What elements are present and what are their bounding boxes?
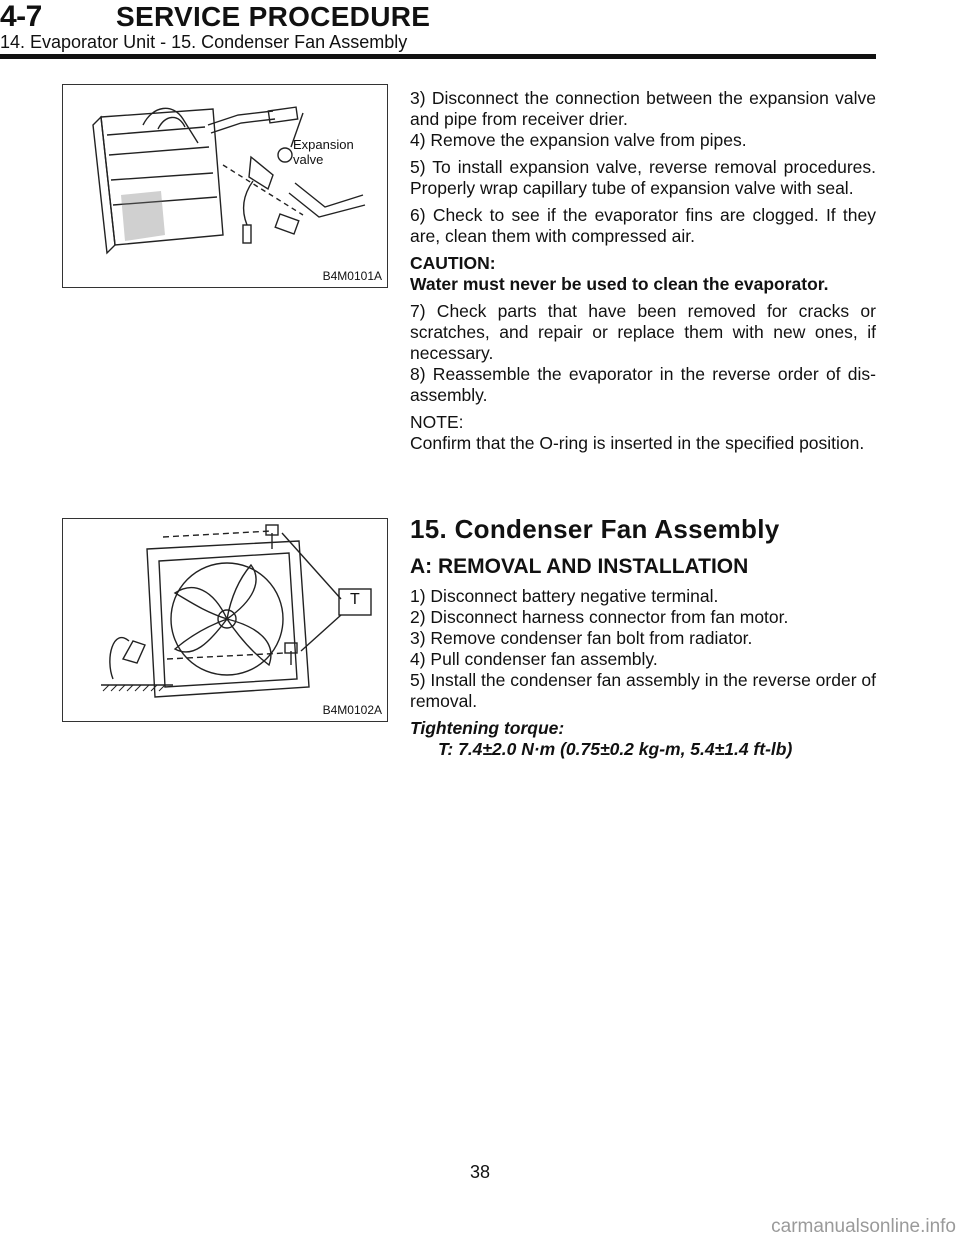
note-text: Confirm that the O-ring is inserted in the specified position. (410, 433, 865, 453)
torque-value: T: 7.4±2.0 N·m (0.75±0.2 kg-m, 5.4±1.4 ft-lb) (438, 739, 793, 759)
fan-step-5: 5) Install the condenser fan assembly in the reverse order of removal. (410, 670, 876, 711)
fan-step-2: 2) Disconnect harness connector from fan motor. (410, 607, 789, 627)
fan-step-1: 1) Disconnect battery negative terminal. (410, 586, 719, 606)
section-15-subtitle: A: REMOVAL AND INSTALLATION (410, 555, 749, 578)
step-4: 4) Remove the expansion valve from pipes. (410, 130, 747, 150)
caution-text: Water must never be used to clean the evaporator. (410, 274, 829, 294)
evaporator-drawing (63, 85, 389, 289)
figure-condenser-fan (62, 518, 388, 722)
figure-id: B4M0102A (322, 703, 382, 717)
step-5: 5) To install expansion valve, reverse removal procedures. Properly wrap capillary tube of expansion valve with seal. (410, 157, 876, 198)
torque-label: Tightening torque: (410, 718, 565, 738)
section-title: SERVICE PROCEDURE (116, 1, 431, 32)
section-15-title: 15. Condenser Fan Assembly (410, 514, 780, 544)
step-3: 3) Disconnect the connection between the expansion valve and pipe from receiver drier. (410, 88, 876, 129)
caution-label: CAUTION: (410, 253, 496, 273)
figure-evaporator (62, 84, 388, 288)
header-rule (0, 54, 876, 59)
step-6: 6) Check to see if the evaporator fins are clogged. If they are, clean them with compressed air. (410, 205, 876, 246)
step-8: 8) Reassemble the evaporator in the reverse order of dis-assembly. (410, 364, 876, 405)
page-header (0, 0, 960, 62)
figure-callout-t: T (350, 591, 360, 608)
evaporator-procedure (410, 88, 876, 454)
watermark: carmanualsonline.info (771, 1216, 956, 1237)
step-7: 7) Check parts that have been removed for cracks or scratches, and repair or replace them with new ones, if necessary. (410, 301, 876, 363)
breadcrumb: 14. Evaporator Unit - 15. Condenser Fan Assembly (0, 32, 408, 52)
page-number: 38 (469, 1162, 491, 1182)
condenser-fan-drawing (63, 519, 389, 723)
section-15 (410, 514, 876, 760)
figure-callout-expansion-valve: Expansion valve (293, 137, 354, 167)
fan-step-3: 3) Remove condenser fan bolt from radiator. (410, 628, 753, 648)
note-label: NOTE: (410, 412, 464, 432)
figure-id: B4M0101A (322, 269, 382, 283)
fan-step-4: 4) Pull condenser fan assembly. (410, 649, 658, 669)
section-number: 4-7 (0, 0, 42, 33)
